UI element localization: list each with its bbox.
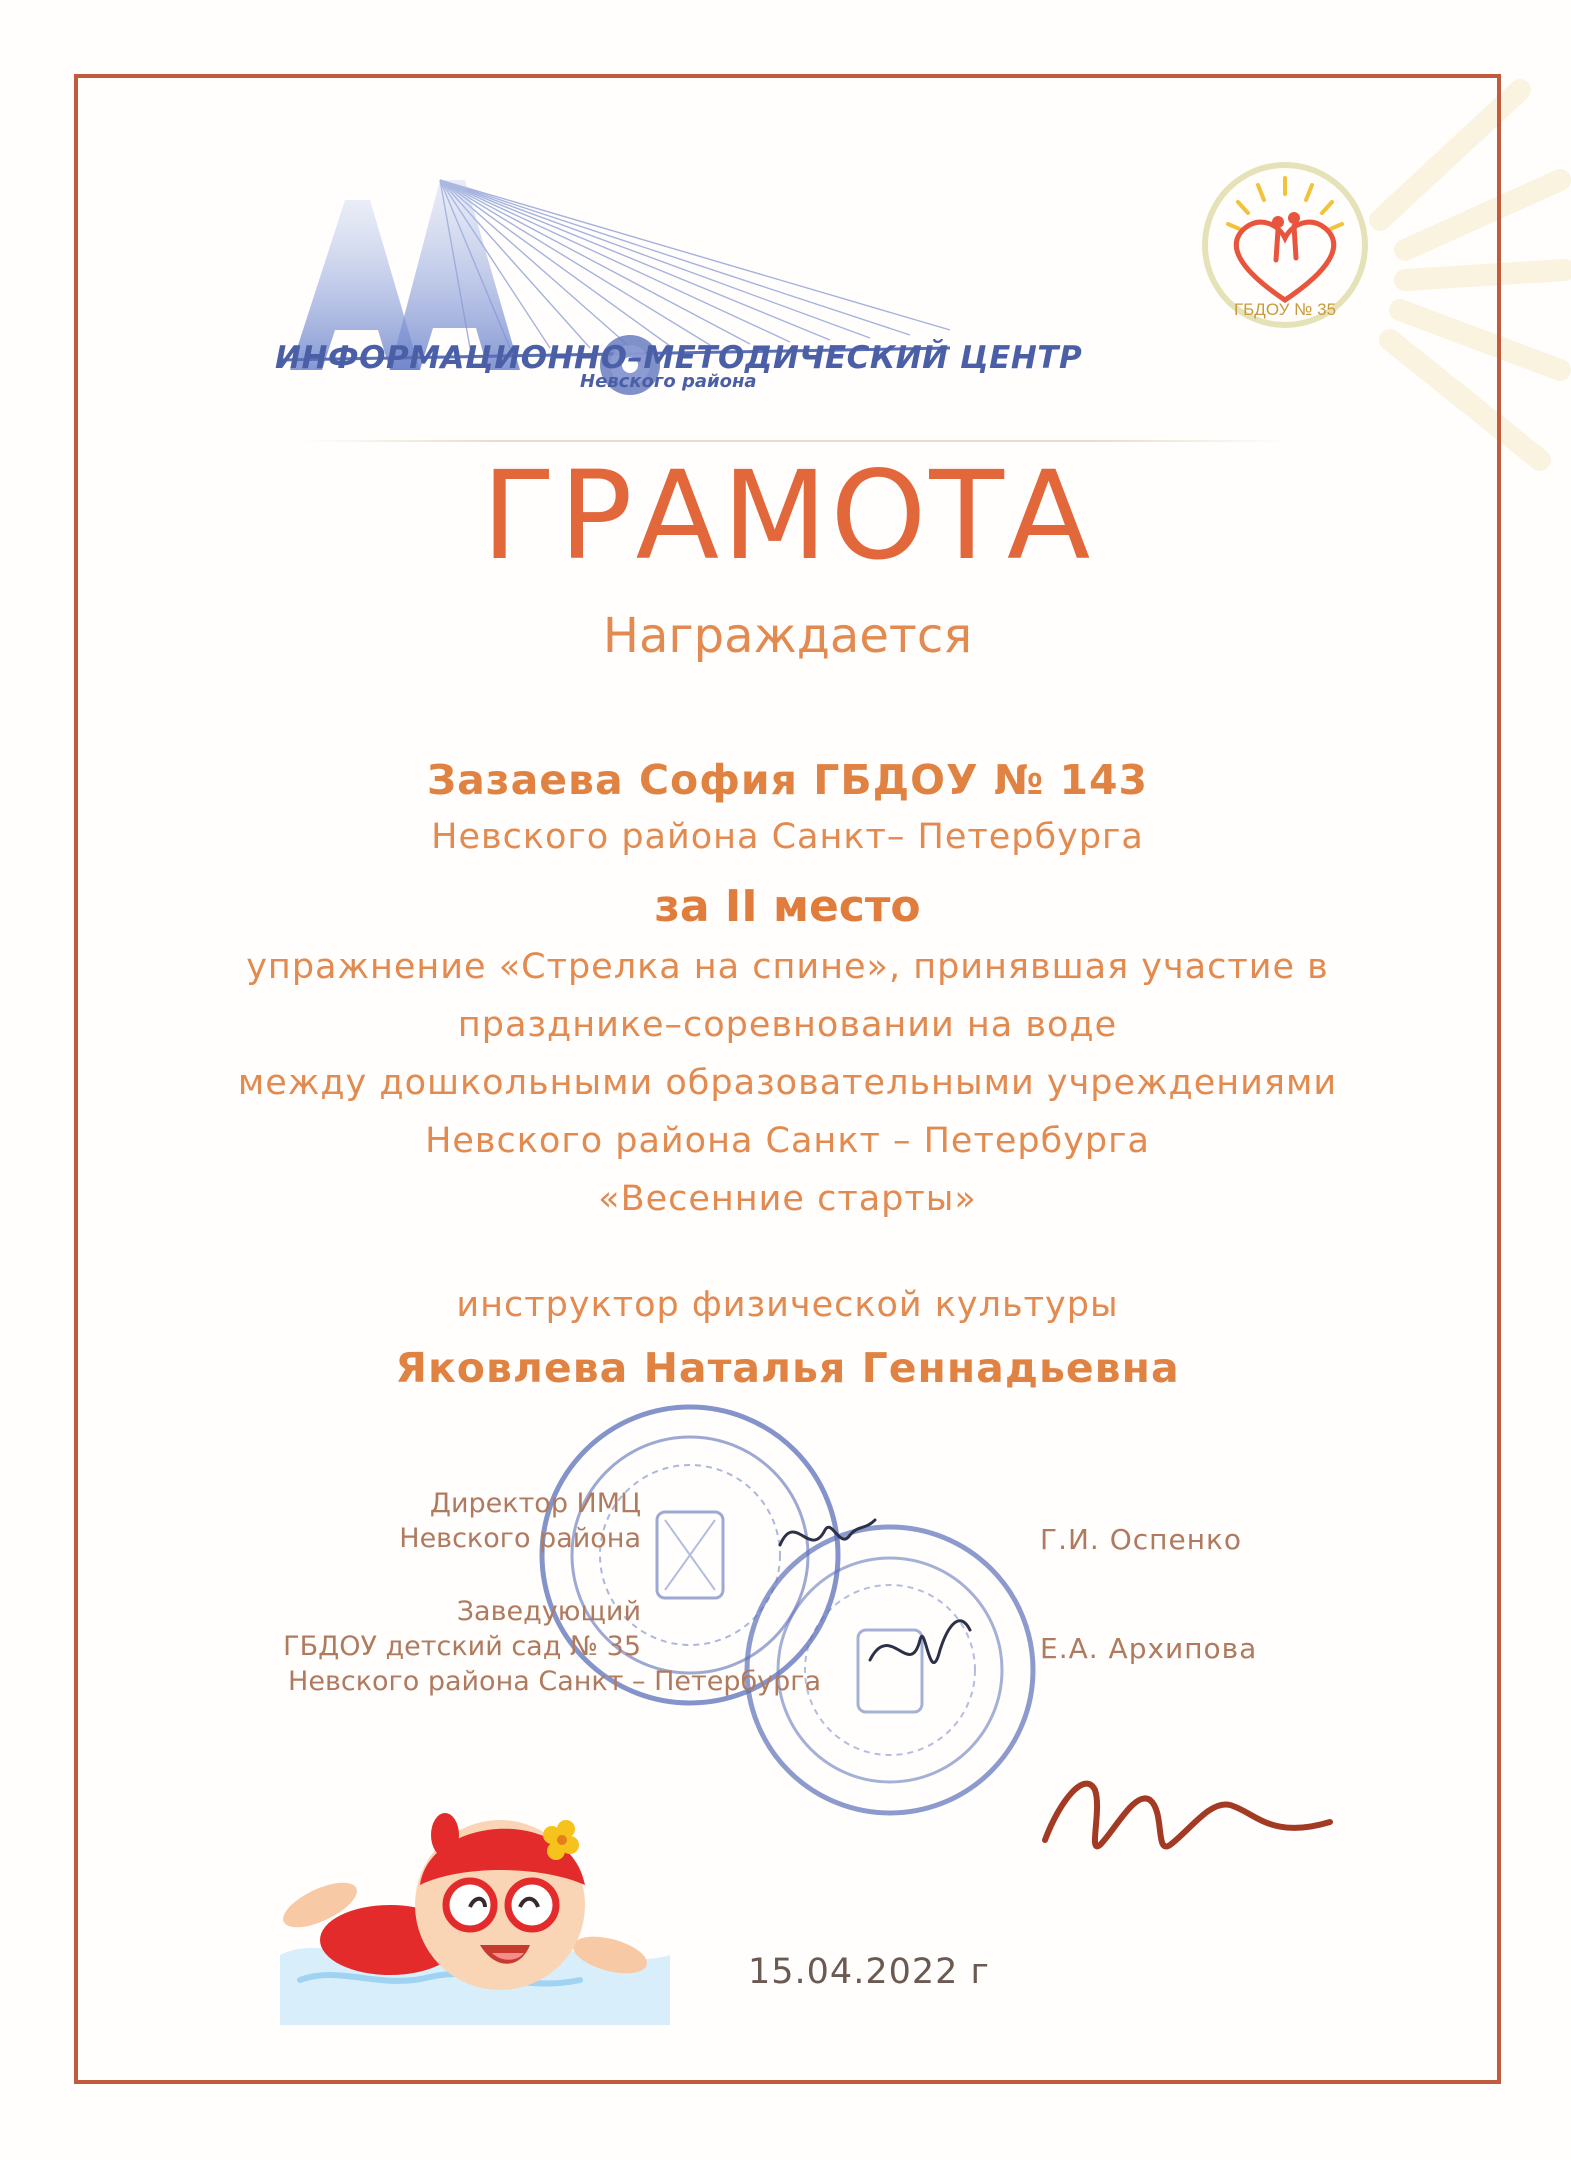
- description-line: празднике–соревновании на воде: [457, 1005, 1118, 1045]
- recipient-district: Невского района Санкт– Петербурга: [431, 817, 1144, 857]
- head-signature: [860, 1590, 980, 1700]
- description-line: «Весенние старты»: [598, 1179, 977, 1219]
- head-name: Е.А. Архипова: [1040, 1632, 1258, 1665]
- description-line: между дошкольными образовательными учреждениями: [237, 1063, 1338, 1103]
- director-name: Г.И. Оспенко: [1040, 1523, 1243, 1556]
- description-line: Невского района Санкт – Петербурга: [425, 1121, 1150, 1161]
- award-place: за II место: [654, 881, 921, 932]
- head-title-line: Заведующий: [456, 1596, 641, 1627]
- coach-name: Яковлева Наталья Геннадьевна: [395, 1344, 1180, 1392]
- awarded-label: Награждается: [602, 608, 973, 664]
- director-signature: [770, 1490, 880, 1570]
- certificate-title: ГРАМОТА: [481, 445, 1094, 587]
- imc-logo-subtitle: Невского района: [580, 371, 757, 392]
- imc-logo-title: ИНФОРМАЦИОННО–МЕТОДИЧЕСКИЙ ЦЕНТР: [275, 340, 1083, 376]
- coach-role: инструктор физической культуры: [456, 1285, 1119, 1325]
- head-title-line: ГБДОУ детский сад № 35: [283, 1631, 641, 1662]
- gbdou-logo-caption: ГБДОУ № 35: [1233, 300, 1337, 319]
- head-title-line: Невского района Санкт – Петербурга: [288, 1666, 821, 1697]
- director-title-line: Невского района: [399, 1523, 641, 1554]
- recipient-name: Зазаева София ГБДОУ № 143: [426, 756, 1149, 804]
- swimmer-illustration: [280, 1755, 670, 2025]
- director-title-line: Директор ИМЦ: [429, 1488, 641, 1519]
- description-line: упражнение «Стрелка на спине», принявшая участие в: [246, 947, 1329, 987]
- header-divider: [300, 440, 1290, 442]
- decorative-signature: [1040, 1760, 1340, 1870]
- certificate-date: 15.04.2022 г: [748, 1952, 990, 1992]
